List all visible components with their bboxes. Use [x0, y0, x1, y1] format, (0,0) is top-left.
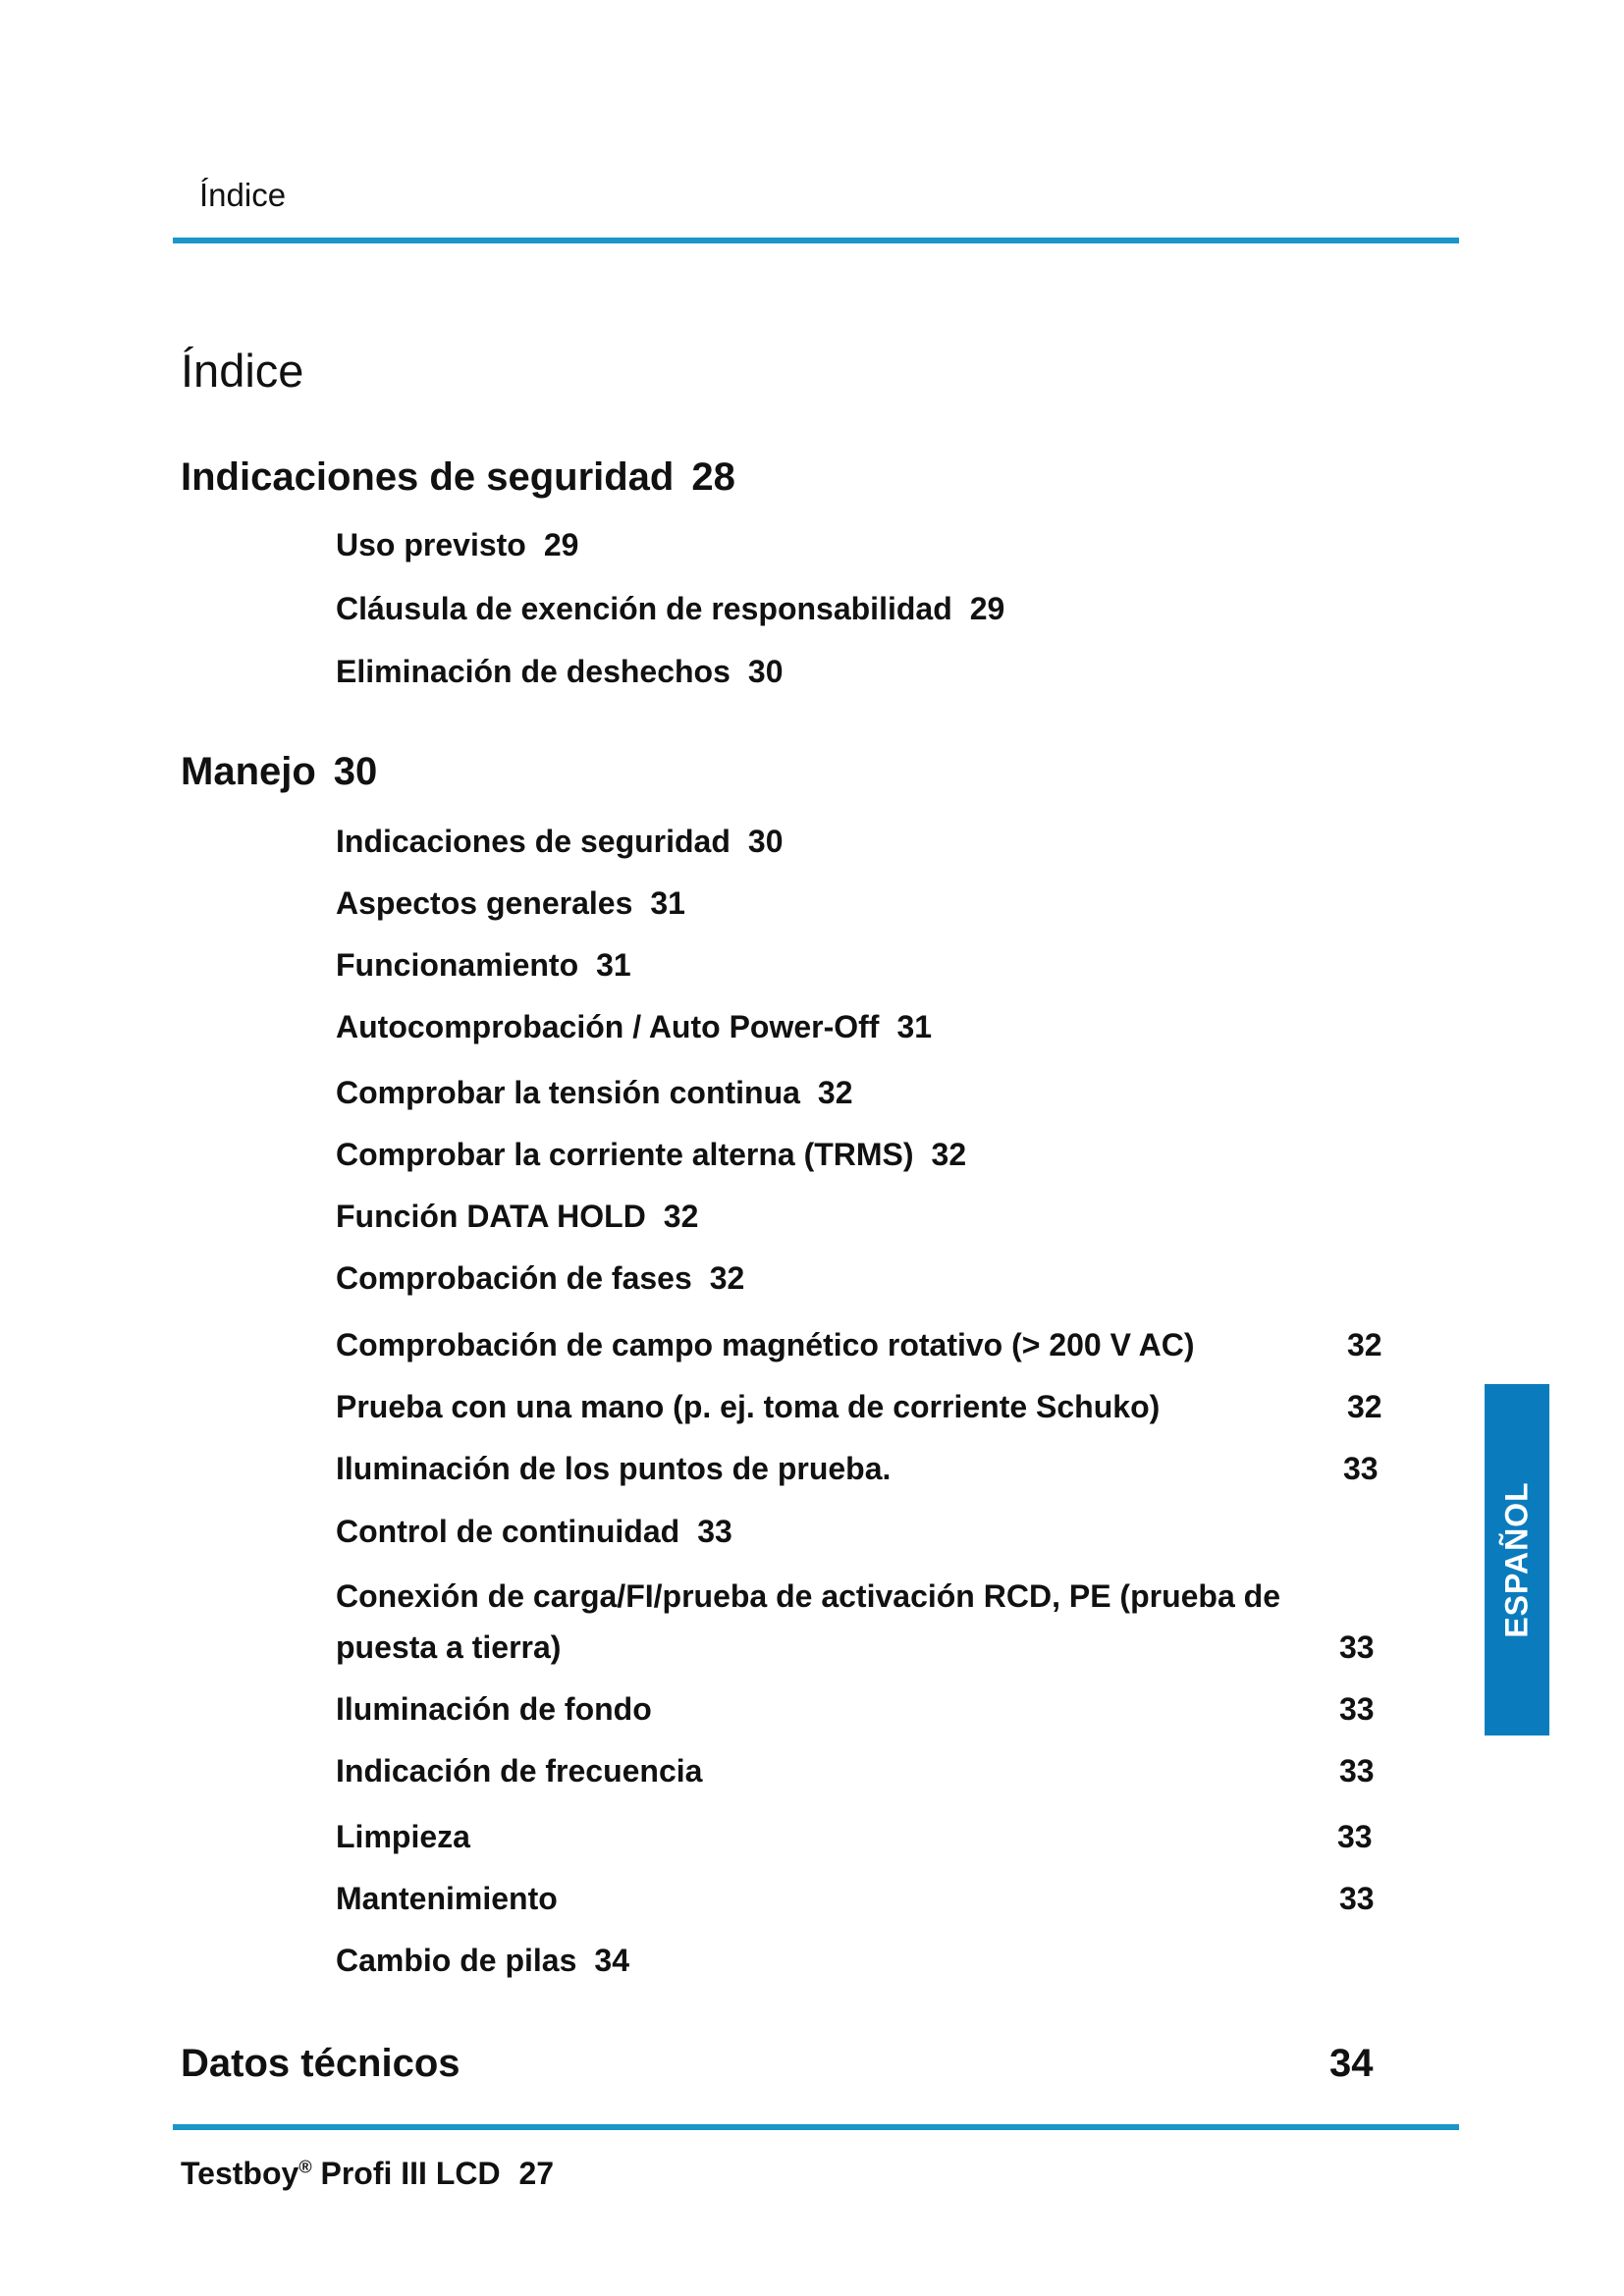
toc-item-label: Iluminación de los puntos de prueba. [336, 1451, 892, 1486]
toc-section-page: 28 [691, 455, 735, 499]
footer-rule [173, 2124, 1459, 2130]
toc-item-label: Cambio de pilas [336, 1943, 577, 1978]
toc-item-page: 30 [747, 654, 784, 689]
toc-item-page: 33 [1339, 1629, 1375, 1665]
toc-item-label: Aspectos generales [336, 885, 633, 921]
toc-item[interactable] [336, 1137, 966, 1173]
toc-item-line2[interactable]: puesta a tierra) [336, 1629, 562, 1665]
toc-section-datos[interactable] [181, 2042, 460, 2086]
toc-section-manejo[interactable] [181, 750, 377, 794]
toc-item-label: Función DATA HOLD [336, 1199, 646, 1234]
toc-item-line1[interactable]: Conexión de carga/FI/prueba de activación RCD, PE (prueba de [336, 1578, 1280, 1614]
toc-item[interactable] [336, 1943, 629, 1979]
toc-item-page: 32 [709, 1260, 745, 1296]
toc-item-page: 34 [594, 1943, 629, 1978]
toc-item[interactable] [336, 1753, 702, 1789]
toc-item-page: 33 [697, 1514, 732, 1549]
toc-item-page: 32 [931, 1137, 967, 1172]
toc-section-page: 34 [1329, 2042, 1374, 2085]
footer-brand: Testboy [181, 2156, 299, 2191]
registered-mark: ® [298, 2157, 312, 2177]
toc-item-page: 32 [1347, 1389, 1382, 1424]
toc-item-label: Comprobar la tensión continua [336, 1075, 800, 1110]
toc-item-page: 30 [747, 824, 784, 859]
toc-item-label: Autocomprobación / Auto Power-Off [336, 1009, 880, 1044]
toc-item[interactable] [336, 654, 783, 690]
toc-item-label: Uso previsto [336, 527, 526, 562]
toc-item-label: Control de continuidad [336, 1514, 680, 1549]
toc-item-page: 31 [650, 885, 685, 921]
toc-item[interactable] [336, 527, 578, 563]
toc-item-page: 33 [1337, 1819, 1373, 1854]
toc-item-label: Funcionamiento [336, 947, 579, 983]
toc-item[interactable] [336, 1514, 732, 1550]
toc-item-label: Comprobar la corriente alterna (TRMS) [336, 1137, 914, 1172]
toc-item[interactable] [336, 824, 783, 860]
toc-item[interactable] [336, 1327, 1195, 1363]
toc-item-page: 33 [1339, 1881, 1375, 1916]
toc-item[interactable] [336, 1199, 698, 1235]
toc-item-page: 33 [1339, 1691, 1375, 1727]
toc-item-label: Indicaciones de seguridad [336, 824, 731, 859]
toc-item[interactable] [336, 1075, 853, 1111]
toc-section-label: Datos técnicos [181, 2042, 460, 2085]
toc-section-label: Manejo [181, 750, 316, 793]
footer [181, 2156, 554, 2192]
toc-item-label: Mantenimiento [336, 1881, 558, 1916]
language-tab-label: ESPAÑOL [1498, 1481, 1535, 1638]
toc-item-page: 29 [543, 527, 579, 562]
toc-item-label: Indicación de frecuencia [336, 1753, 703, 1789]
toc-item[interactable] [336, 1260, 744, 1297]
toc-item[interactable] [336, 1881, 558, 1917]
footer-page-number: 27 [518, 2156, 555, 2191]
toc-item-page: 31 [896, 1009, 933, 1044]
toc-item-page: 29 [969, 591, 1005, 626]
toc-item-label: Prueba con una mano (p. ej. toma de corriente Schuko) [336, 1389, 1161, 1424]
toc-item-label: Cláusula de exención de responsabilidad [336, 591, 952, 626]
toc-item[interactable] [336, 1819, 470, 1855]
toc-item-label: Comprobación de fases [336, 1260, 692, 1296]
toc-item[interactable] [336, 1451, 891, 1487]
toc-item-page: 32 [663, 1199, 699, 1234]
toc-item[interactable] [336, 1691, 652, 1728]
toc-item-label: Comprobación de campo magnético rotativo (> 200 V AC) [336, 1327, 1195, 1362]
toc-item[interactable] [336, 885, 685, 922]
toc-item-label: Limpieza [336, 1819, 470, 1854]
page-title: Índice [181, 345, 304, 397]
language-tab[interactable] [1485, 1384, 1549, 1735]
header-rule [173, 238, 1459, 243]
toc-item[interactable] [336, 1009, 932, 1045]
toc-item-label: Eliminación de deshechos [336, 654, 731, 689]
toc-item-page: 33 [1339, 1753, 1375, 1789]
toc-item-page: 31 [596, 947, 631, 983]
toc-section-safety[interactable] [181, 455, 735, 500]
toc-section-label: Indicaciones de seguridad [181, 455, 675, 499]
footer-model: Profi III LCD [320, 2156, 501, 2191]
toc-item-label: Iluminación de fondo [336, 1691, 652, 1727]
toc-item[interactable] [336, 1389, 1160, 1425]
toc-item[interactable] [336, 591, 1004, 627]
toc-item-page: 33 [1343, 1451, 1379, 1486]
toc-item[interactable] [336, 947, 631, 984]
running-header: Índice [199, 177, 287, 213]
toc-item-page: 32 [1347, 1327, 1382, 1362]
toc-section-page: 30 [333, 750, 378, 793]
toc-item-page: 32 [817, 1075, 853, 1110]
